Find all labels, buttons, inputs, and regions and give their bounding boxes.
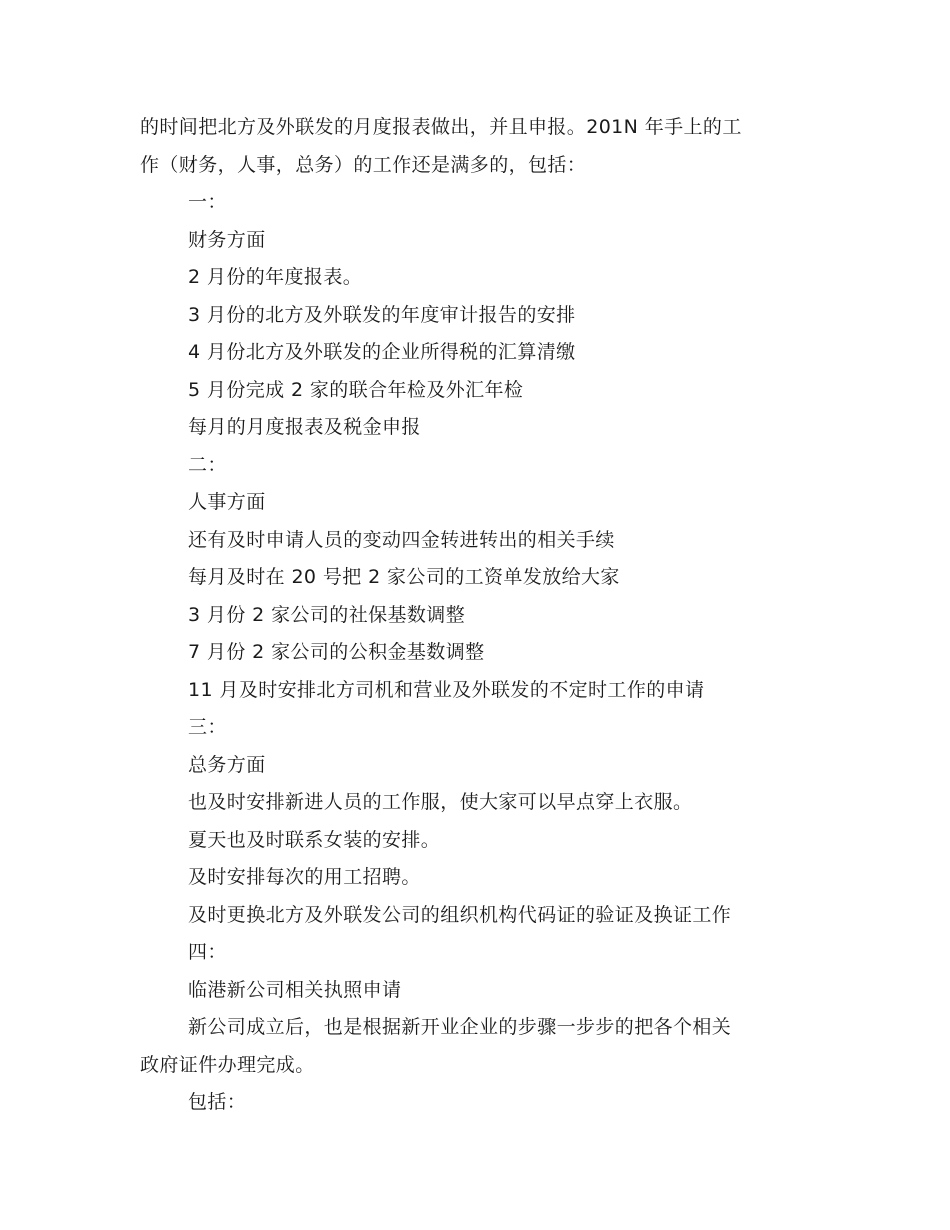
list-item: 及时更换北方及外联发公司的组织机构代码证的验证及换证工作 [188, 903, 732, 926]
paragraph-line: 作（财务，人事，总务）的工作还是满多的，包括： [140, 153, 587, 176]
list-item: 及时安排每次的用工招聘。 [188, 866, 421, 888]
document-body [140, 109, 808, 1122]
list-item: 2 月份的年度报表。 [188, 266, 363, 288]
list-item: 11 月及时安排北方司机和营业及外联发的不定时工作的申请 [188, 678, 705, 701]
list-item: 3 月份的北方及外联发的年度审计报告的安排 [188, 303, 576, 326]
section-heading-4: 四： [188, 941, 227, 963]
list-item: 每月的月度报表及税金申报 [188, 416, 421, 438]
section-heading-2: 二： [188, 453, 227, 476]
section-heading-3: 三： [188, 716, 227, 738]
list-item: 3 月份 2 家公司的社保基数调整 [188, 603, 466, 626]
list-item: 还有及时申请人员的变动四金转进转出的相关手续 [188, 528, 615, 551]
section-title-hr: 人事方面 [188, 491, 266, 513]
section-title-finance: 财务方面 [188, 228, 266, 251]
list-item: 也及时安排新进人员的工作服，使大家可以早点穿上衣服。 [188, 791, 693, 813]
section-heading-1: 一： [188, 191, 227, 213]
section-title-new-company: 临港新公司相关执照申请 [188, 978, 402, 1001]
list-item: 7 月份 2 家公司的公积金基数调整 [188, 641, 485, 663]
paragraph-line: 的时间把北方及外联发的月度报表做出，并且申报。201N 年手上的工 [140, 116, 742, 138]
list-item: 每月及时在 20 号把 2 家公司的工资单发放给大家 [188, 566, 620, 588]
section-title-general-affairs: 总务方面 [188, 753, 266, 776]
list-intro: 包括： [188, 1091, 247, 1113]
paragraph-line: 新公司成立后，也是根据新开业企业的步骤一步步的把各个相关 [188, 1016, 732, 1038]
list-item: 5 月份完成 2 家的联合年检及外汇年检 [188, 378, 524, 401]
list-item: 夏天也及时联系女装的安排。 [188, 828, 441, 851]
list-item: 4 月份北方及外联发的企业所得税的汇算清缴 [188, 341, 576, 363]
paragraph-line: 政府证件办理完成。 [140, 1053, 315, 1076]
